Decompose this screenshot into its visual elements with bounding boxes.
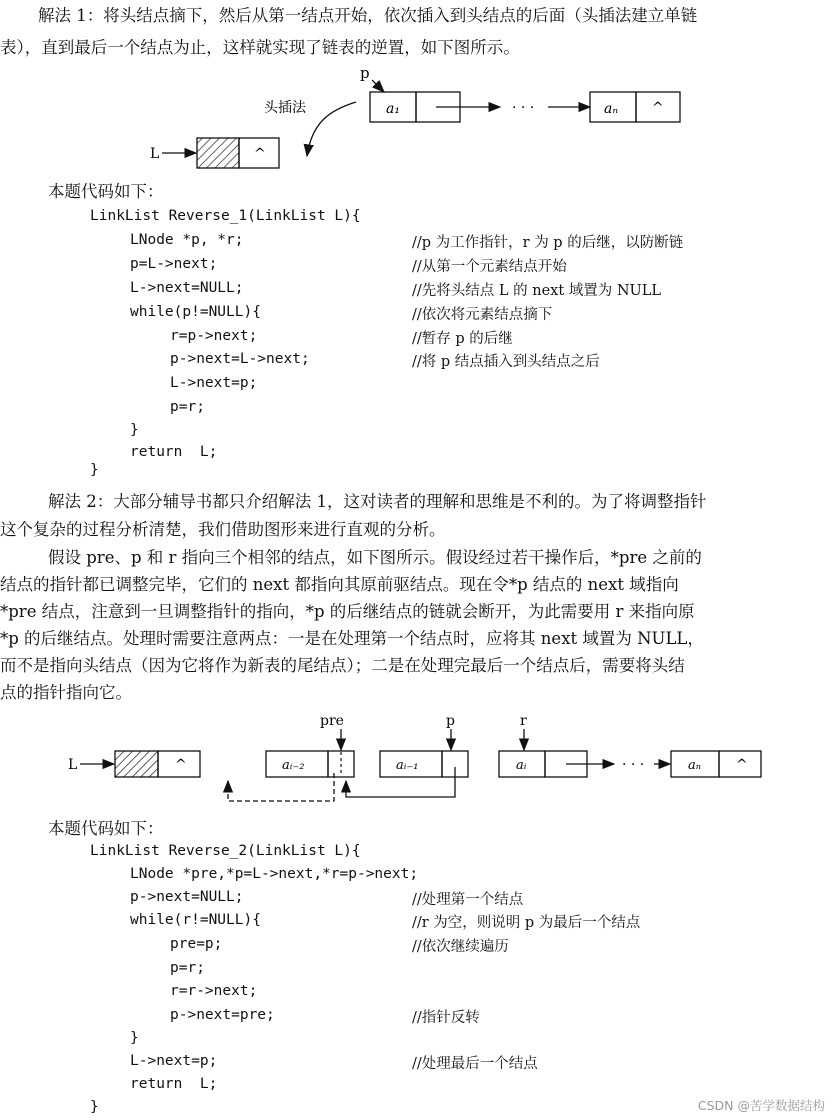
null-mark: ^ bbox=[652, 100, 664, 116]
code2-line: return L; bbox=[130, 1076, 218, 1092]
pointer-reversal-diagram bbox=[0, 705, 833, 810]
method2-line-8: 点的指针指向它。 bbox=[0, 683, 132, 702]
code2-line: pre=p; bbox=[170, 936, 223, 952]
p-label: p bbox=[446, 713, 455, 729]
ellipsis: · · · bbox=[622, 757, 645, 773]
method2-line-1: 解法 2：大部分辅导书都只介绍解法 1，这对读者的理解和思维是不利的。为了将调整指针 bbox=[48, 492, 707, 511]
code1-line: L->next=NULL; bbox=[130, 280, 244, 296]
code1-line: while(p!=NULL){ bbox=[130, 304, 261, 320]
watermark: CSDN @苦学数据结构 bbox=[697, 1098, 825, 1113]
intro-line-1: 解法 1：将头结点摘下，然后从第一结点开始，依次插入到头结点的后面（头插法建立单链 bbox=[38, 6, 698, 25]
node-ai-label: aᵢ bbox=[516, 758, 527, 773]
code2-line: p->next=pre; bbox=[170, 1007, 275, 1023]
method2-line-2: 这个复杂的过程分析清楚，我们借助图形来进行直观的分析。 bbox=[0, 520, 446, 539]
code2-comment: //处理第一个结点 bbox=[412, 892, 524, 908]
code2-line: p->next=NULL; bbox=[130, 889, 244, 905]
head-insert-label: 头插法 bbox=[264, 100, 306, 116]
pre-label: pre bbox=[320, 713, 344, 729]
code1-comment: //从第一个元素结点开始 bbox=[412, 259, 567, 275]
ellipsis: · · · bbox=[512, 100, 535, 116]
code1-line: } bbox=[90, 462, 99, 478]
code1-heading: 本题代码如下： bbox=[48, 182, 164, 201]
r-label: r bbox=[520, 713, 527, 729]
head-null-mark: ^ bbox=[254, 146, 266, 162]
code1-line: return L; bbox=[130, 444, 218, 460]
code1-comment: //依次将元素结点摘下 bbox=[412, 307, 553, 323]
method2-line-3: 假设 pre、p 和 r 指向三个相邻的结点，如下图所示。假设经过若干操作后，*pre 之前的 bbox=[48, 548, 702, 567]
L-label: L bbox=[150, 146, 160, 162]
code1-comment: //先将头结点 L 的 next 域置为 NULL bbox=[412, 283, 662, 299]
node-a1-label: a₁ bbox=[386, 101, 400, 117]
code2-line: while(r!=NULL){ bbox=[130, 912, 261, 928]
code1-line: } bbox=[130, 422, 139, 438]
method2-line-5: *pre 结点，注意到一旦调整指针的指向，*p 的后继结点的链就会断开，为此需要用 r 来指向原 bbox=[0, 602, 695, 621]
code2-line: LNode *pre,*p=L->next,*r=p->next; bbox=[130, 866, 419, 882]
code2-line: LinkList Reverse_2(LinkList L){ bbox=[90, 843, 361, 859]
code2-line: p=r; bbox=[170, 960, 205, 976]
p-label: p bbox=[360, 64, 370, 82]
code2-line: L->next=p; bbox=[130, 1053, 218, 1069]
method2-line-7: 而不是指向头结点（因为它将作为新表的尾结点）；二是在处理完最后一个结点后，需要将头结 bbox=[0, 656, 685, 675]
code1-line: p=r; bbox=[170, 399, 205, 415]
code1-line: p->next=L->next; bbox=[170, 351, 310, 367]
node-ai-2-label: aᵢ₋₂ bbox=[282, 758, 305, 773]
code2-line: } bbox=[130, 1030, 139, 1046]
code1-line: LNode *p, *r; bbox=[130, 232, 244, 248]
code1-comment: //p 为工作指针，r 为 p 的后继，以防断链 bbox=[412, 235, 684, 251]
code2-line: } bbox=[90, 1099, 99, 1115]
head-insert-diagram bbox=[0, 60, 833, 180]
method2-line-6: *p 的后继结点。处理时需要注意两点：一是在处理第一个结点时，应将其 next 域置为 NULL， bbox=[0, 629, 704, 648]
method2-line-4: 结点的指针都已调整完毕，它们的 next 都指向其原前驱结点。现在令*p 结点的 next 域指向 bbox=[0, 575, 679, 594]
node-ai-1-label: aᵢ₋₁ bbox=[396, 758, 419, 773]
intro-line-2: 表），直到最后一个结点为止，这样就实现了链表的逆置，如下图所示。 bbox=[0, 38, 520, 57]
code2-line: r=r->next; bbox=[170, 983, 258, 999]
code1-line: r=p->next; bbox=[170, 328, 258, 344]
code2-comment: //处理最后一个结点 bbox=[412, 1056, 538, 1072]
node-an-label: aₙ bbox=[688, 758, 702, 773]
code2-comment: //r 为空，则说明 p 为最后一个结点 bbox=[412, 915, 641, 931]
head-node-data bbox=[115, 751, 158, 777]
head-null-mark: ^ bbox=[175, 757, 187, 773]
code1-line: L->next=p; bbox=[170, 375, 258, 391]
code1-comment: //将 p 结点插入到头结点之后 bbox=[412, 354, 600, 370]
tail-null-mark: ^ bbox=[736, 757, 748, 773]
code1-comment: //暂存 p 的后继 bbox=[412, 331, 513, 347]
code2-heading: 本题代码如下： bbox=[48, 819, 164, 838]
code1-line: p=L->next; bbox=[130, 256, 218, 272]
code1-line: LinkList Reverse_1(LinkList L){ bbox=[90, 208, 361, 224]
head-node-data bbox=[197, 138, 239, 168]
node-an-label: aₙ bbox=[604, 101, 619, 117]
code2-comment: //指针反转 bbox=[412, 1010, 480, 1026]
code2-comment: //依次继续遍历 bbox=[412, 939, 509, 955]
L-label: L bbox=[68, 757, 78, 773]
